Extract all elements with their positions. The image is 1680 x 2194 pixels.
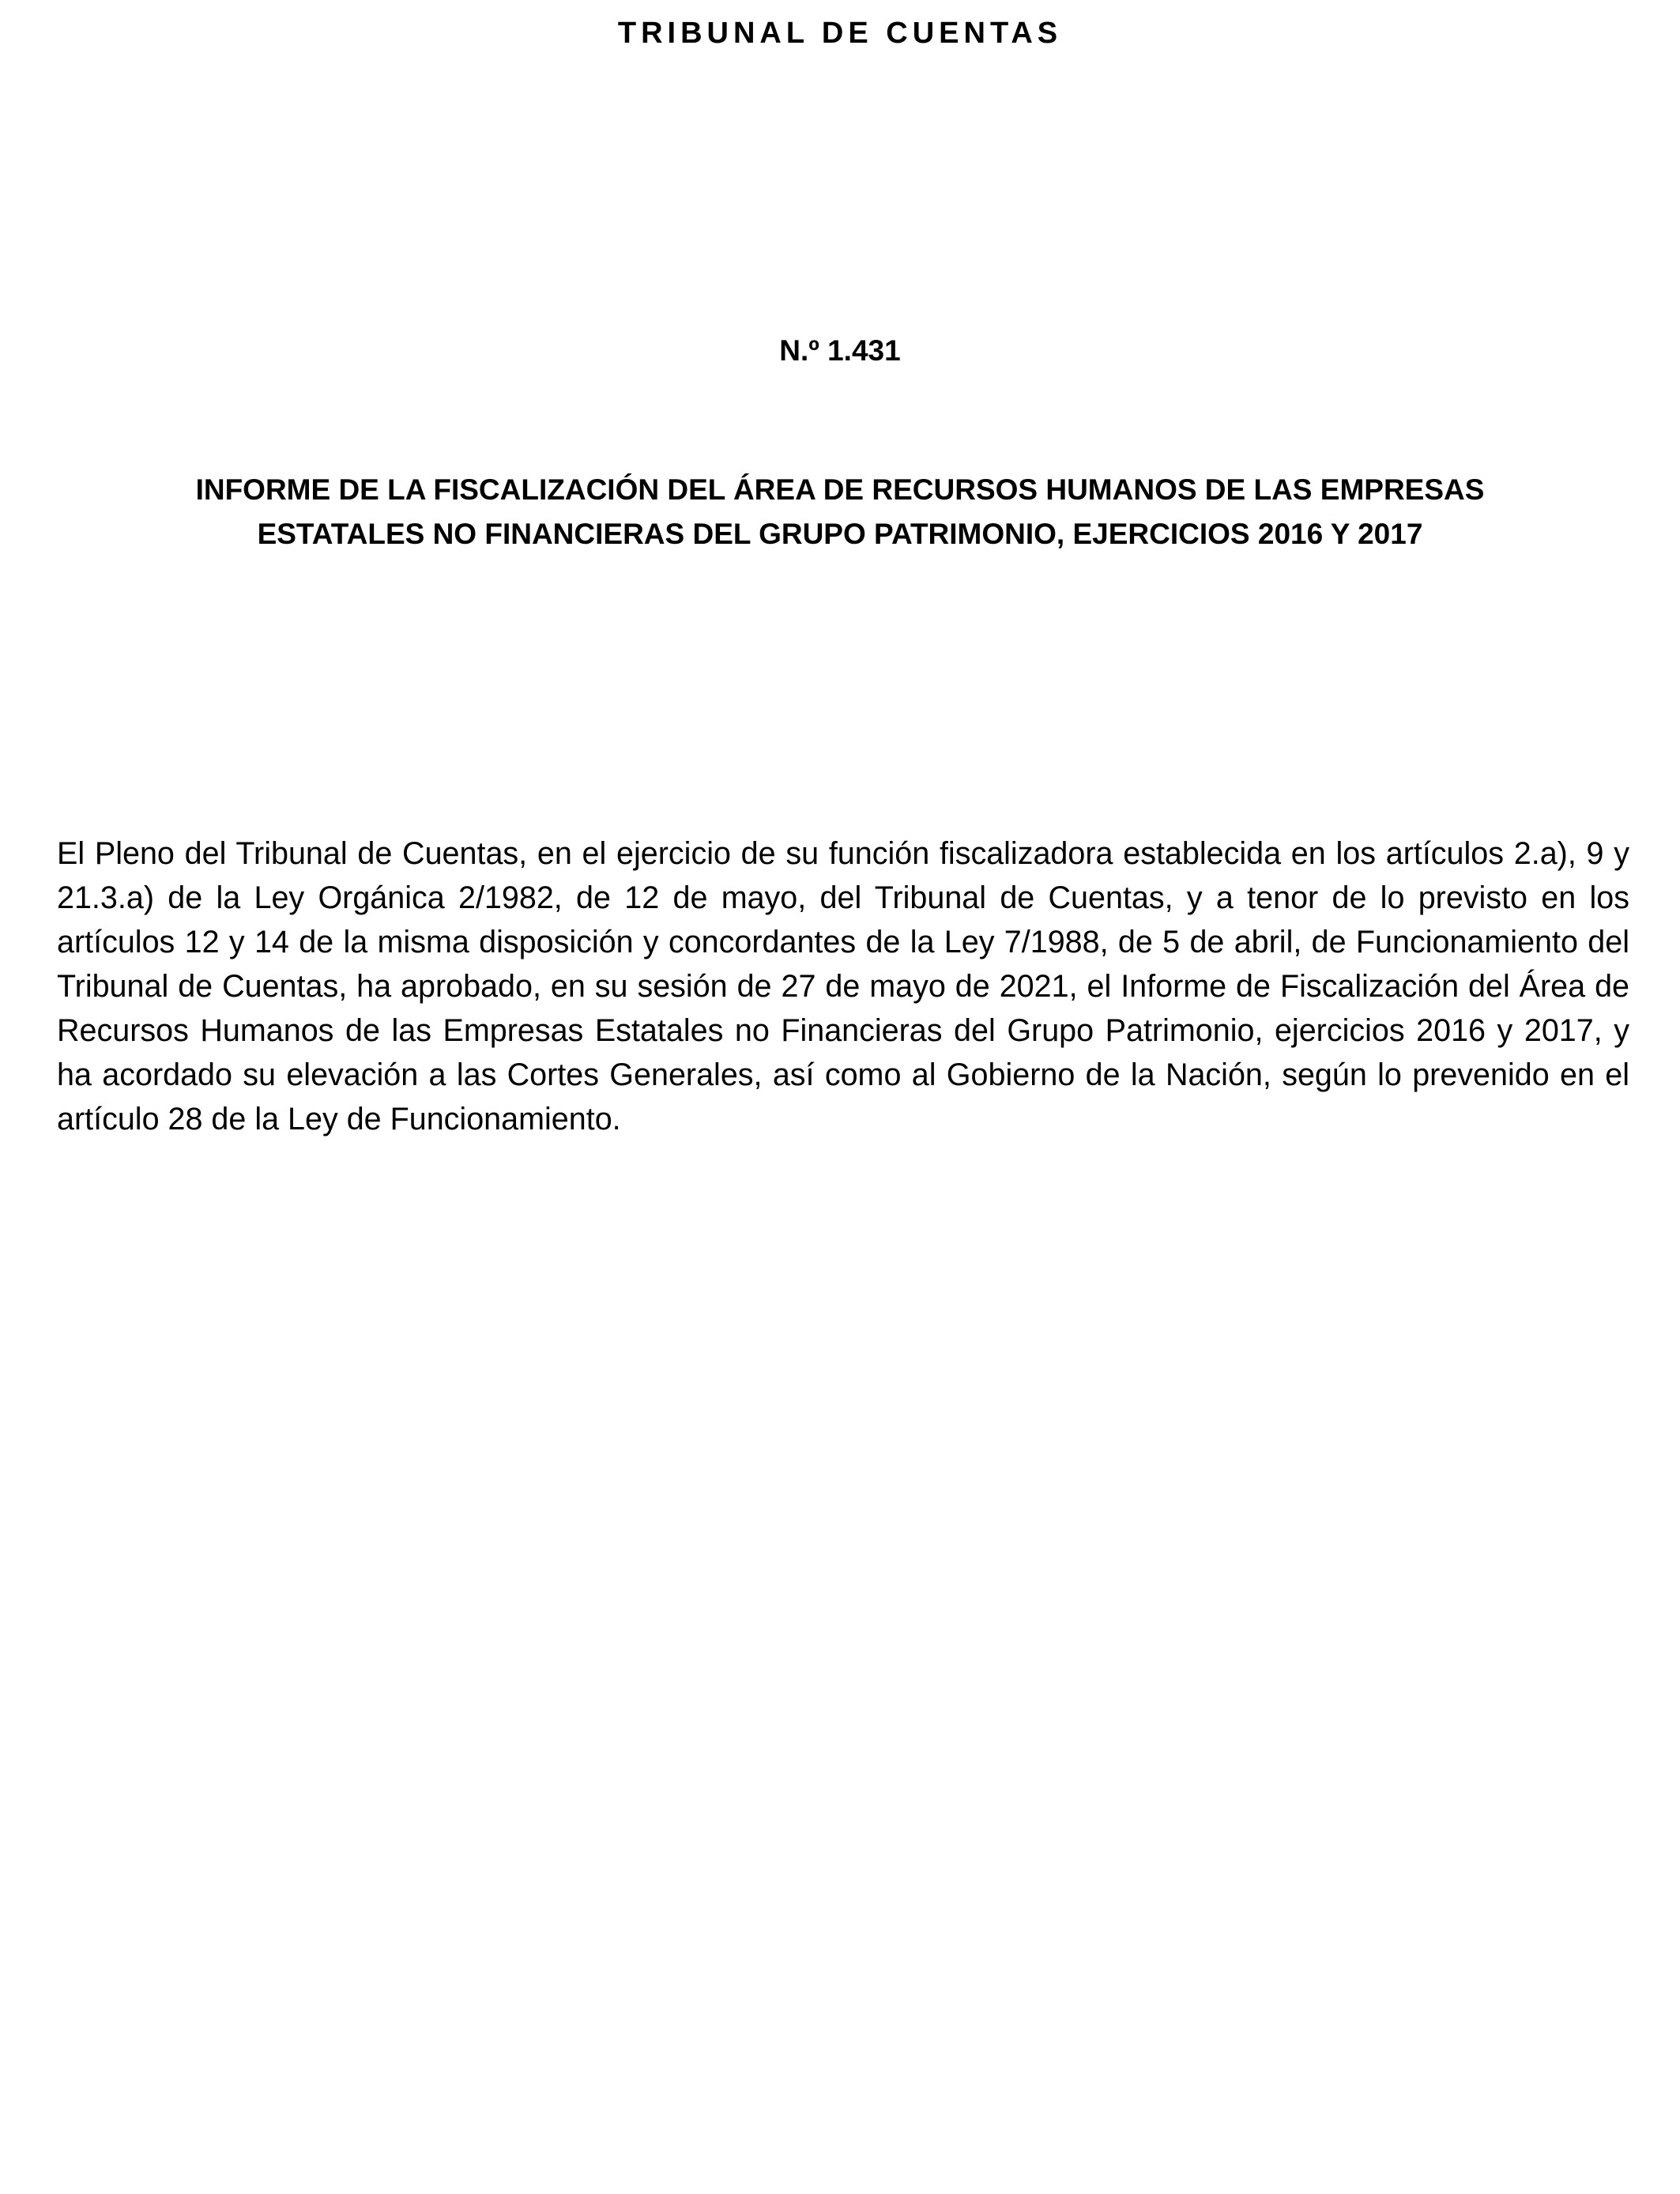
report-title-line-1: INFORME DE LA FISCALIZACIÓN DEL ÁREA DE RECURSOS HUMANOS DE LAS EMPRESAS — [195, 473, 1485, 506]
report-number: N.º 1.431 — [779, 334, 901, 367]
report-title — [79, 468, 1601, 556]
institution-header: TRIBUNAL DE CUENTAS — [617, 17, 1063, 50]
body-paragraph: El Pleno del Tribunal de Cuentas, en el ejercicio de su función fiscalizadora establecida en los artículos 2.a), 9 y 21.3.a) de la Ley Orgánica 2/1982, de 12 de mayo, del Tribunal de Cuentas, y a tenor de lo previsto en los artículos 12 y 14 de la misma disposición y concordantes de la Ley 7/1988, de 5 de abril, de Funcionamiento del Tribunal de Cuentas, ha aprobado, en su sesión de 27 de mayo de 2021, el Informe de Fiscalización del Área de Recursos Humanos de las Empresas Estatales no Financieras del Grupo Patrimonio, ejercicios 2016 y 2017, y ha acordado su elevación a las Cortes Generales, así como al Gobierno de la Nación, según lo prevenido en el artículo 28 de la Ley de Funcionamiento. — [57, 836, 1629, 1137]
report-title-line-2: ESTATALES NO FINANCIERAS DEL GRUPO PATRIMONIO, EJERCICIOS 2016 Y 2017 — [257, 518, 1423, 550]
